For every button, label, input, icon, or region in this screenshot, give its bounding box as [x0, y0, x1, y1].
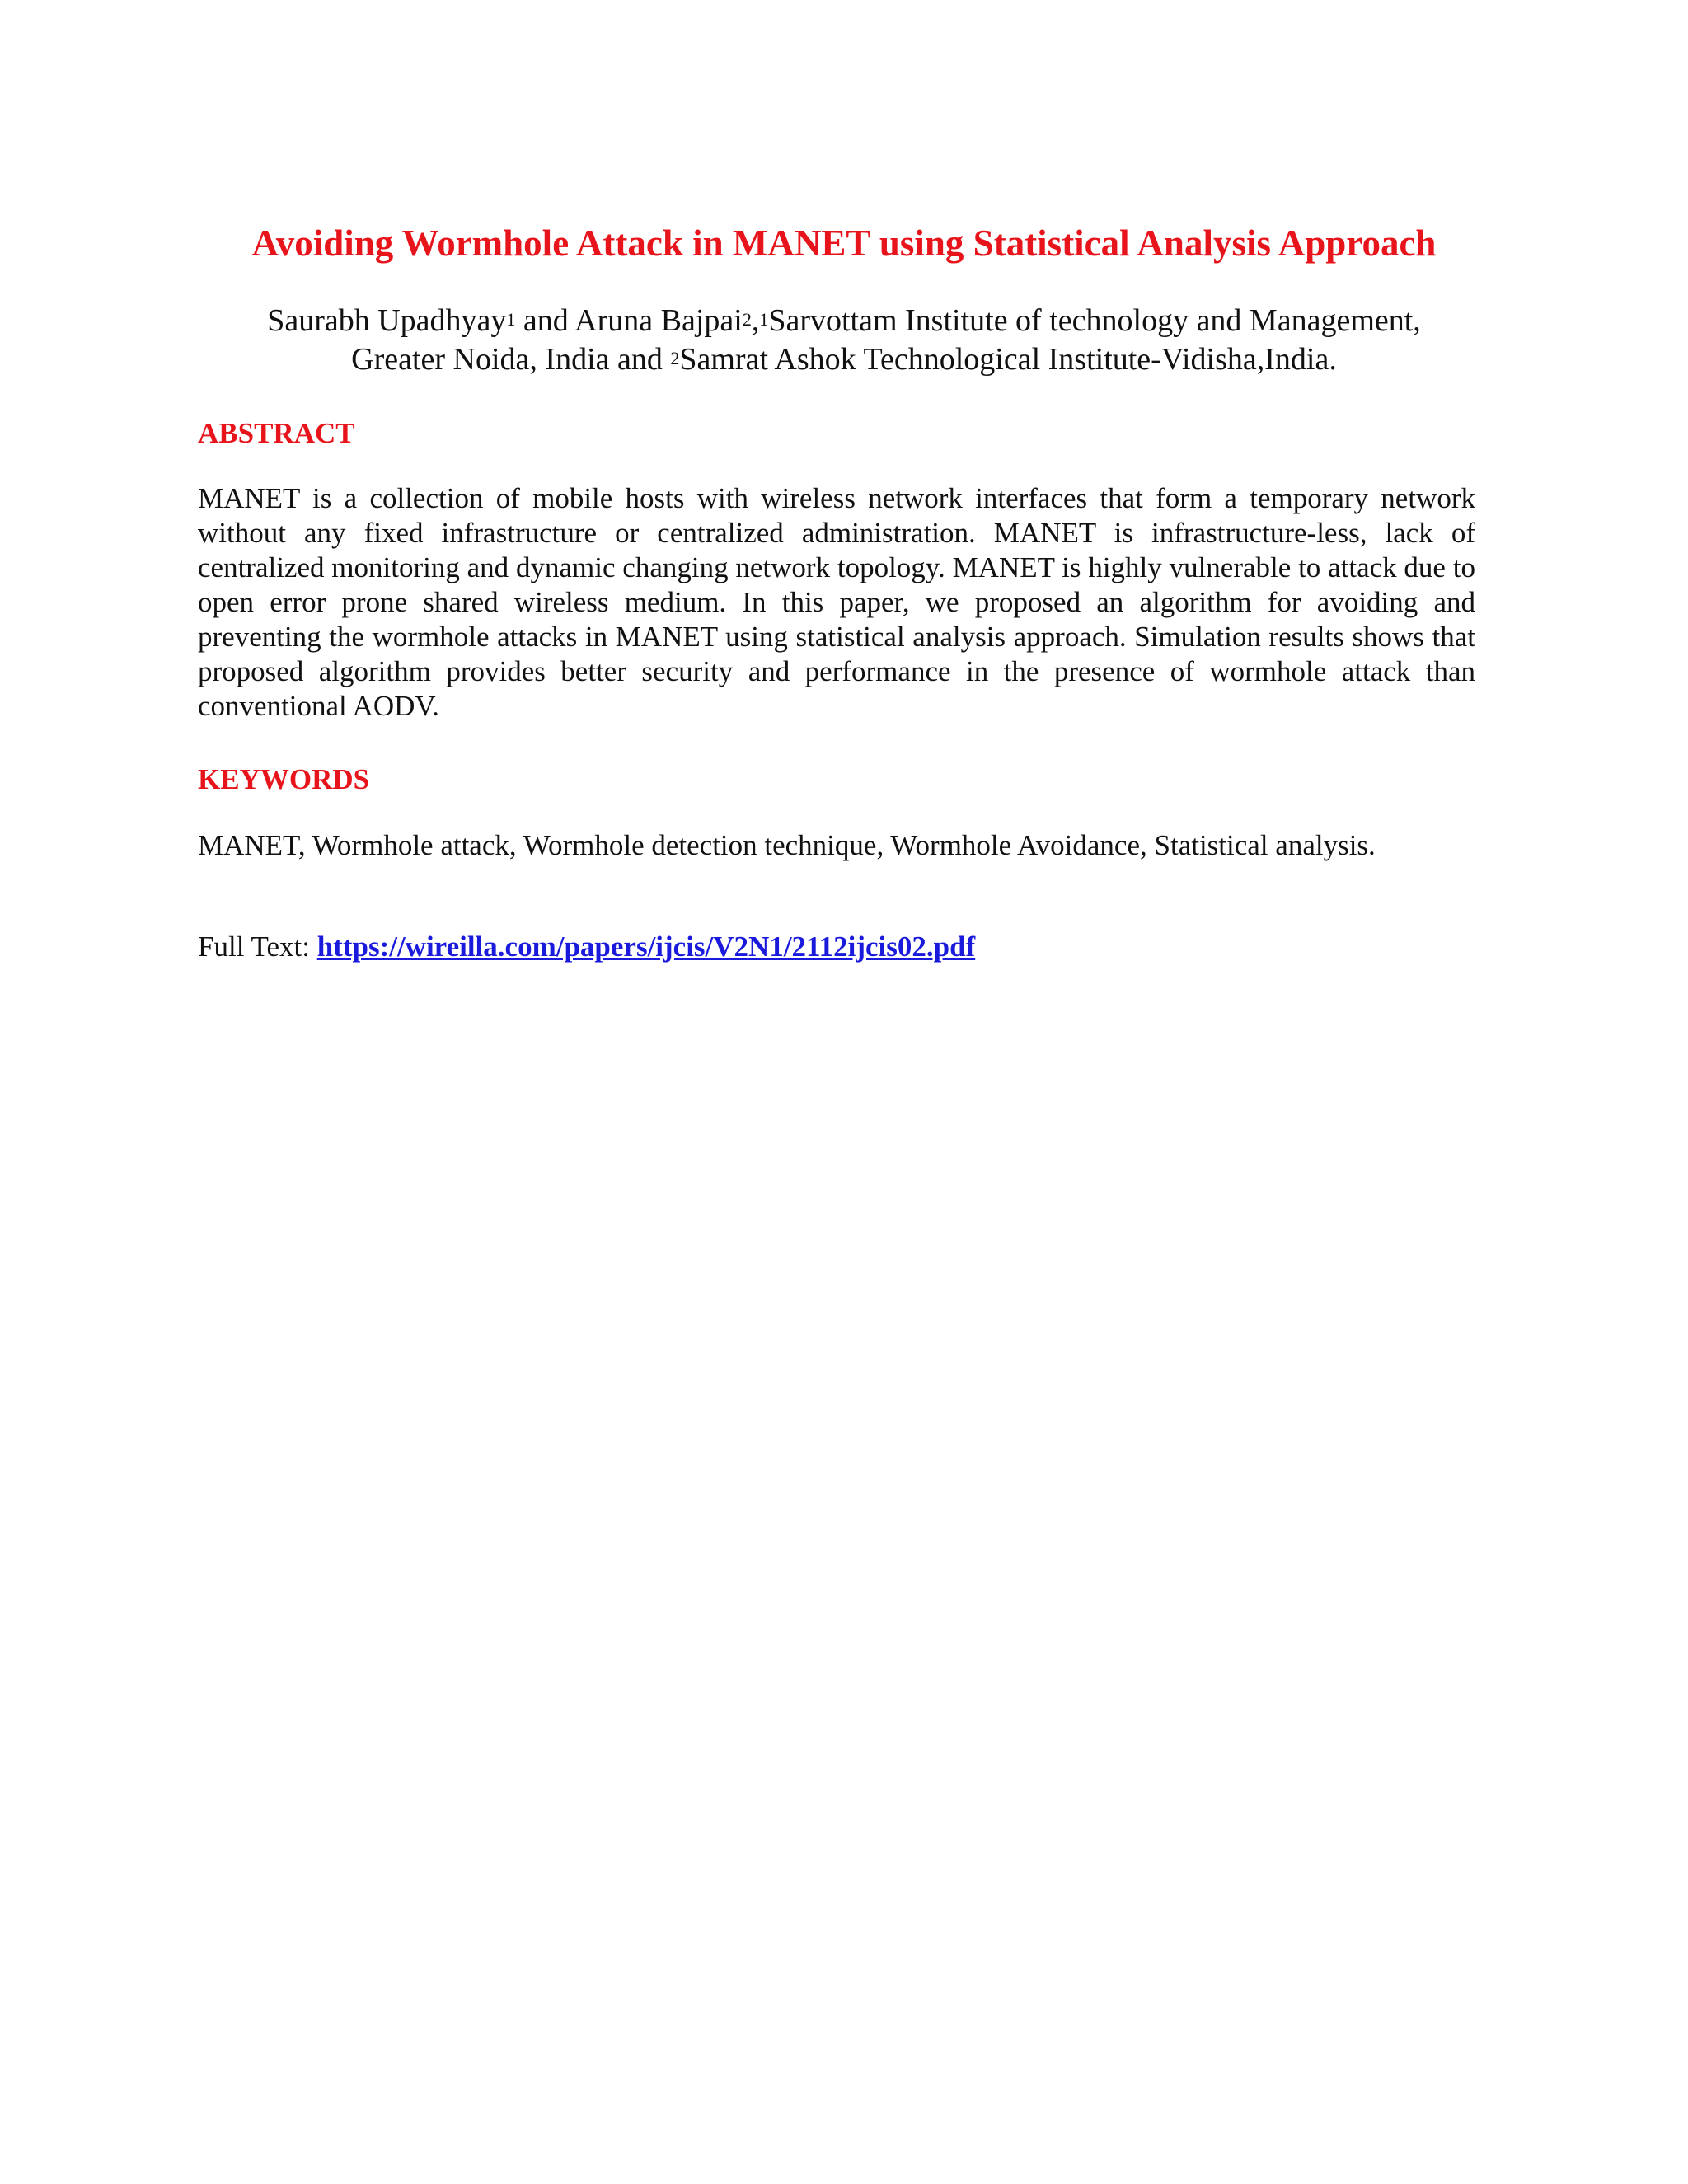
full-text-label: Full Text: [198, 930, 317, 963]
keywords-heading: KEYWORDS [198, 763, 370, 795]
paper-title: Avoiding Wormhole Attack in MANET using Statistical Analysis Approach [251, 223, 1437, 264]
author-conjunction: and [515, 303, 575, 338]
abstract-text: MANET is a collection of mobile hosts with wireless network interfaces that form a temporary network without any fixed infrastructure or centralized administration. MANET is infrastructure-less, lack of centralized monitoring and dynamic changing network topology. MANET is highly vulnerable to attack due to open error prone shared wireless medium. In this paper, we proposed an algorithm for avoiding and preventing the wormhole attacks in MANET using statistical analysis approach. Simulation results shows that proposed algorithm provides better security and performance in the presence of wormhole attack than conventional AODV. [198, 482, 1475, 722]
author-name: Saurabh Upadhyay [267, 303, 507, 338]
keywords-text: MANET, Wormhole attack, Wormhole detection technique, Wormhole Avoidance, Statistical analysis. [198, 829, 1376, 861]
full-text-link[interactable]: https://wireilla.com/papers/ijcis/V2N1/2112ijcis02.pdf [316, 930, 976, 963]
affiliation-2: Samrat Ashok Technological Institute-Vidisha,India. [679, 342, 1337, 377]
author-line-1 [0, 302, 1688, 340]
affiliation-1: Sarvottam Institute of technology and Management, [768, 303, 1421, 338]
author-name: Aruna Bajpai [574, 303, 743, 338]
full-text-line [198, 930, 975, 964]
affiliation-superscript: 1 [759, 309, 769, 330]
author-superscript: 2 [742, 309, 752, 330]
affiliation-1-location: Greater Noida, India and [351, 342, 671, 377]
affiliation-superscript: 2 [670, 348, 680, 368]
abstract-heading: ABSTRACT [198, 417, 355, 449]
author-superscript: 1 [506, 309, 516, 330]
author-separator: , [751, 303, 760, 338]
author-line-2 [0, 340, 1688, 379]
author-block [0, 302, 1688, 379]
